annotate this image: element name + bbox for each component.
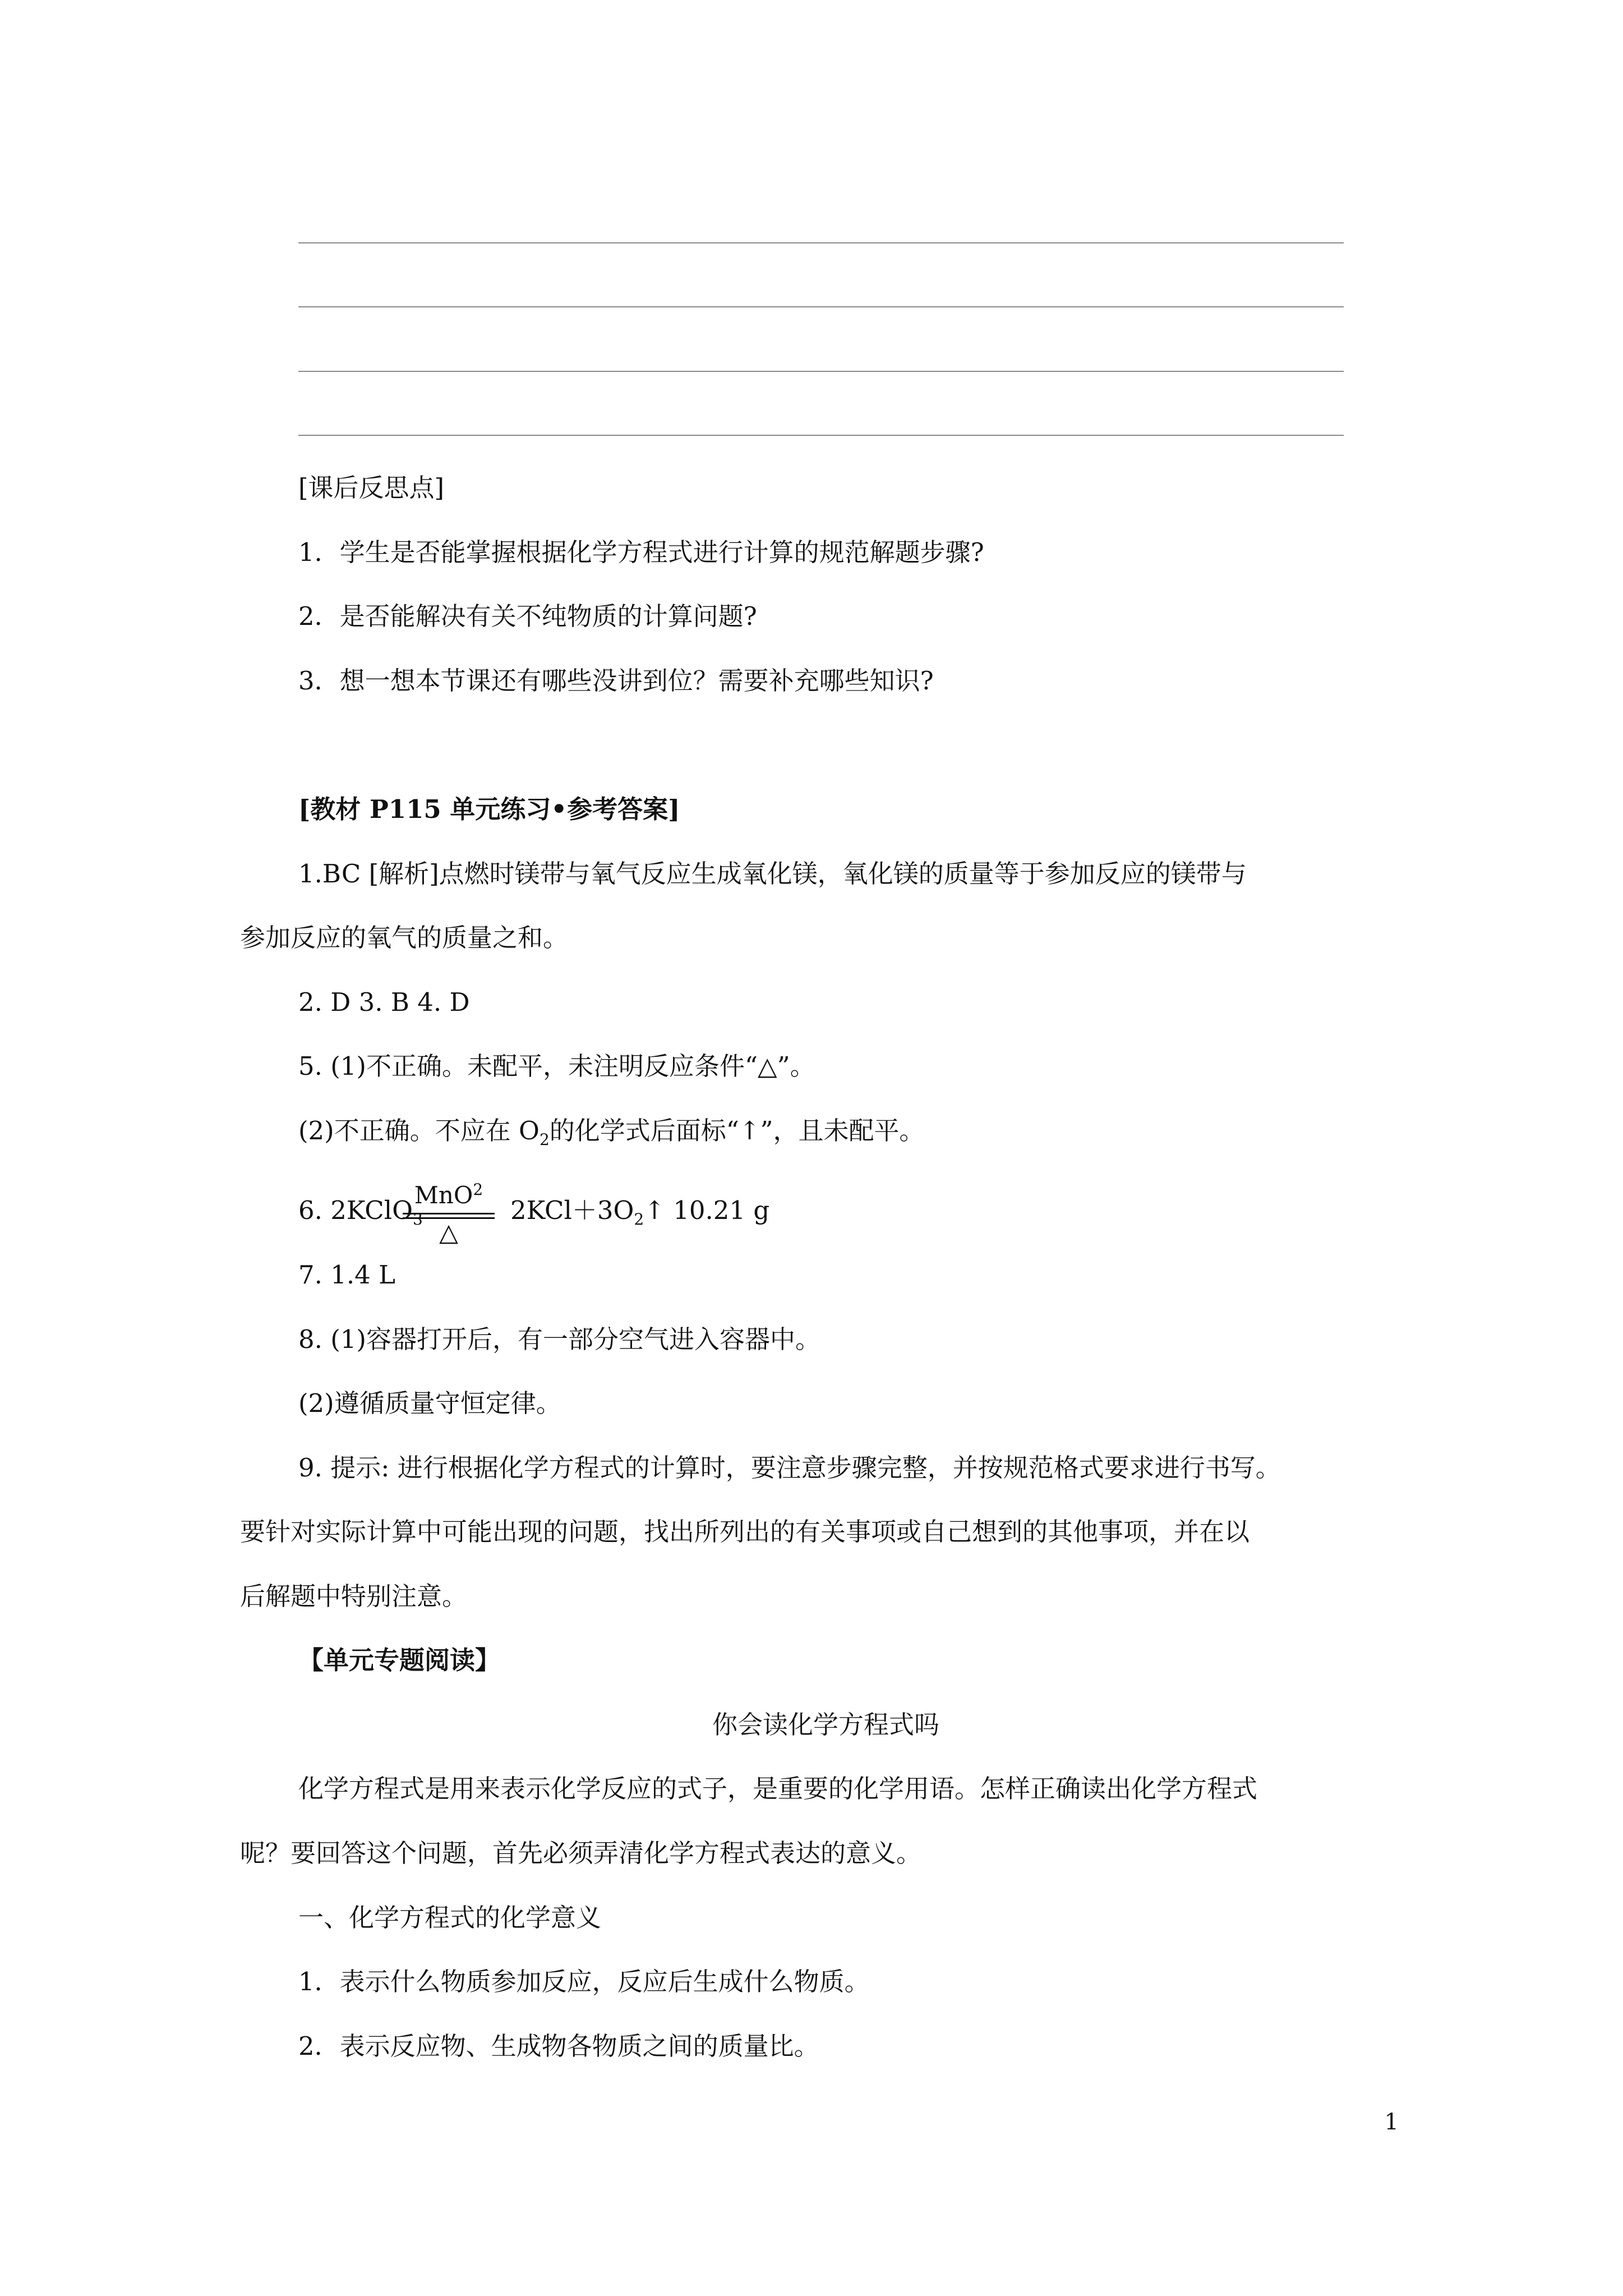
answer-1-line2: 参加反应的氧气的质量之和。 [240,923,569,953]
page-number: 1 [1384,2109,1399,2135]
answer-2-4: 2. D 3. B 4. D [298,987,470,1017]
answer-8-1: 8. (1)容器打开后，有一部分空气进入容器中。 [298,1324,820,1354]
blank-answer-line [298,435,1344,436]
reading-title: 你会读化学方程式吗 [712,1710,940,1740]
reflection-item: 1．学生是否能掌握根据化学方程式进行计算的规范解题步骤? [298,537,984,567]
reading-item: 2．表示反应物、生成物各物质之间的质量比。 [298,2031,819,2061]
subscript: 2 [634,1210,644,1228]
reading-section-heading: 一、化学方程式的化学意义 [298,1903,602,1932]
answer-1-line1: 1.BC [解析]点燃时镁带与氧气反应生成氧化镁，氧化镁的质量等于参加反应的镁带与 [298,859,1247,889]
equals-bar [403,1213,495,1214]
reaction-condition [398,1180,499,1247]
reflection-item: 2．是否能解决有关不纯物质的计算问题? [298,601,757,631]
subscript: 2 [539,1130,550,1149]
blank-answer-line [298,306,1344,307]
answer-9-line2: 要针对实际计算中可能出现的问题，找出所列出的有关事项或自己想到的其他事项，并在以 [240,1517,1250,1547]
answer-6-rhs: $2KCl+3O_2↑$ 10.21 g [510,1195,770,1228]
heat-condition: △ [439,1218,458,1247]
reading-paragraph-line1: 化学方程式是用来表示化学反应的式子，是重要的化学用语。怎样正确读出化学方程式 [298,1774,1258,1803]
reflection-heading: [课后反思点] [298,473,445,503]
answers-heading: [教材 P115 单元练习•参考答案] [298,794,680,824]
answer-5-2-post: 的化学式后面标“↑”，且未配平。 [549,1116,925,1145]
reading-heading: 【单元专题阅读】 [298,1645,501,1675]
reflection-item: 3．想一想本节课还有哪些没讲到位？需要补充哪些知识? [298,666,934,696]
answer-5-2-pre: (2)不正确。不应在 O [298,1116,540,1145]
catalyst-label: MnO$^2$ [414,1180,483,1209]
answer-5-2 [298,1114,925,1148]
answer-6-lhs: 6. 2KClO$_3$ [298,1195,423,1228]
answer-7: 7. 1.4 L [298,1260,395,1290]
answer-5-1: 5. (1)不正确。未配平，未注明反应条件“△”。 [298,1051,815,1081]
reading-paragraph-line2: 呢？要回答这个问题，首先必须弄清化学方程式表达的意义。 [240,1838,922,1868]
answer-9-line1: 9. 提示: 进行根据化学方程式的计算时，要注意步骤完整，并按规范格式要求进行书写。 [298,1453,1281,1483]
answer-9-line3: 后解题中特别注意。 [240,1581,468,1611]
reading-item: 1．表示什么物质参加反应，反应后生成什么物质。 [298,1967,870,1996]
subscript: 3 [413,1210,423,1228]
blank-answer-line [298,242,1344,243]
blank-answer-line [298,371,1344,372]
answer-8-2: (2)遵循质量守恒定律。 [298,1388,561,1418]
